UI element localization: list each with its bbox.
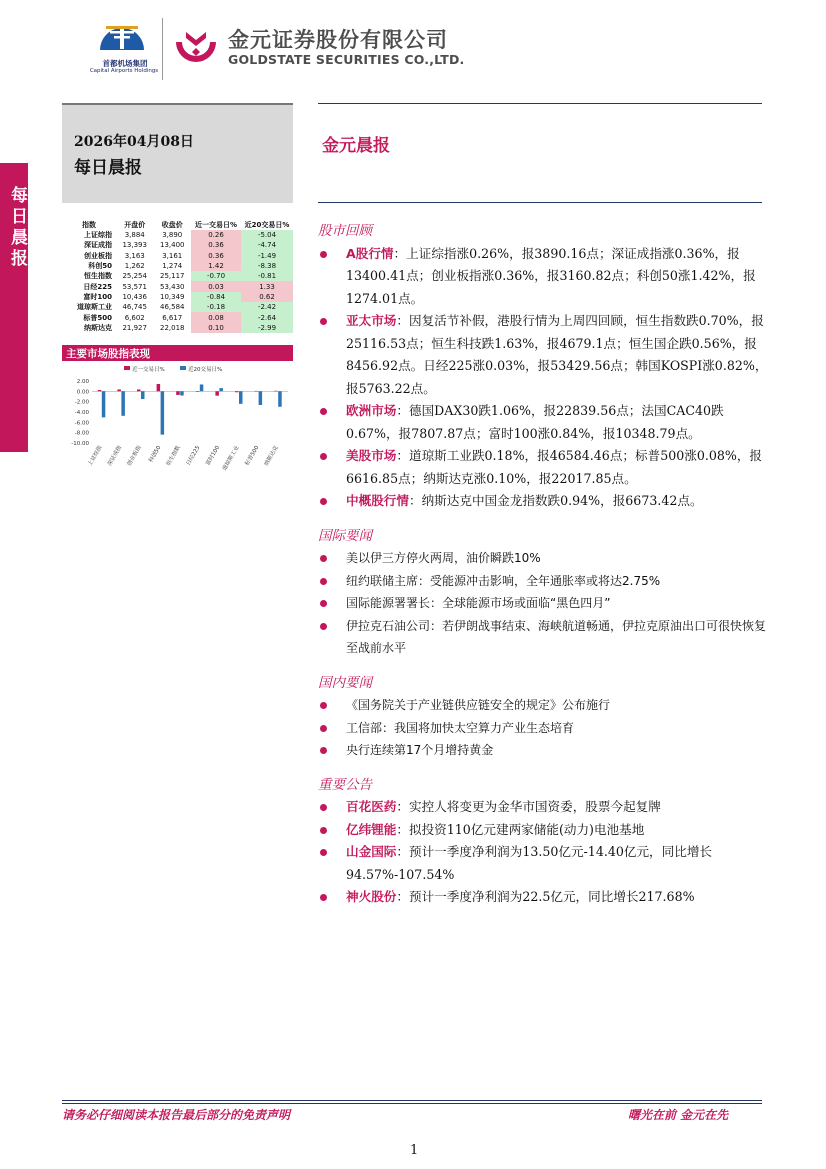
section	[318, 220, 770, 513]
col-header-1d: 近一交易日%	[194, 220, 237, 229]
chart-title: 主要市场股指表现	[66, 348, 150, 360]
y-tick-label: -4.00	[74, 410, 89, 416]
bar-1d	[137, 389, 141, 391]
index-name-cell: 深证成指	[83, 241, 112, 250]
bar-20d	[259, 391, 263, 405]
list-item	[318, 592, 770, 615]
close-price-cell: 53,430	[159, 282, 185, 291]
table-row	[62, 323, 293, 333]
open-price-cell: 1,262	[124, 262, 145, 271]
open-price-cell: 46,745	[122, 303, 147, 312]
item-text: ：德国DAX30跌1.06%，报22839.56点；法国CAC40跌0.67%，报7807.87点；富时100涨0.84%，报10348.79点。	[346, 403, 724, 441]
item-keyword: 百花医药	[346, 799, 397, 814]
company-name-en: GOLDSTATE SECURITIES CO.,LTD.	[228, 52, 465, 67]
close-price-cell: 6,617	[162, 313, 183, 322]
index-name-cell: 道琼斯工业	[76, 303, 112, 312]
list-item	[318, 490, 770, 513]
index-name-cell: 恒生指数	[83, 272, 112, 281]
page-number: 1	[410, 1143, 419, 1158]
col-header-close: 收盘价	[161, 220, 183, 229]
col-header-open: 开盘价	[124, 220, 146, 229]
change-1d-cell: 0.10	[191, 323, 241, 333]
open-price-cell: 10,436	[122, 292, 147, 301]
change-1d-cell: 0.26	[191, 230, 241, 240]
table-row	[62, 292, 293, 302]
item-keyword: 中概股行情	[346, 493, 409, 508]
close-price-cell: 3,890	[162, 231, 183, 240]
title-rule-top	[318, 103, 762, 104]
change-20d-cell: -1.49	[241, 251, 293, 261]
change-20d-cell: -4.74	[241, 240, 293, 250]
index-name-cell: 标普500	[83, 313, 112, 322]
list-item	[318, 886, 770, 909]
bar-1d	[196, 391, 200, 392]
y-tick-label: -10.00	[71, 441, 89, 447]
index-name-cell: 日经225	[83, 282, 112, 291]
close-price-cell: 25,117	[159, 272, 185, 281]
index-name-cell: 上证综指	[83, 231, 112, 240]
bar-20d	[180, 391, 184, 395]
footer-rule-2	[62, 1103, 762, 1104]
bar-1d	[235, 391, 239, 392]
section	[318, 672, 770, 762]
legend-swatch	[124, 366, 130, 370]
bar-1d	[255, 391, 259, 392]
bar-20d	[121, 391, 125, 415]
x-category-label: 上证综指	[87, 445, 104, 468]
legend-swatch	[180, 366, 186, 370]
bar-1d	[215, 391, 219, 395]
item-text: ：预计一季度净利润为22.5亿元，同比增长217.68%	[396, 889, 695, 904]
index-name-cell: 纳斯达克	[83, 323, 112, 332]
list-item	[318, 547, 770, 570]
list-item	[318, 243, 770, 311]
bar-20d	[161, 391, 165, 434]
change-1d-cell: 0.36	[191, 251, 241, 261]
bar-20d	[219, 388, 223, 391]
bar-20d	[278, 391, 282, 406]
list-item	[318, 841, 770, 886]
table-row	[62, 281, 293, 291]
goldstate-logo-icon	[170, 22, 222, 70]
section-title: 国内要闻	[318, 674, 372, 691]
section	[318, 774, 770, 909]
side-label: 每日晨报	[7, 186, 27, 270]
close-price-cell: 22,018	[159, 323, 185, 332]
table-row	[62, 271, 293, 281]
company-name-cn: 金元证券股份有限公司	[228, 28, 448, 52]
bar-20d	[200, 384, 204, 391]
y-tick-label: 2.00	[76, 379, 89, 385]
item-text: ：预计一季度净利润为13.50亿元-14.40亿元，同比增长94.57%-107.54%	[346, 844, 713, 882]
change-20d-cell: -2.99	[241, 323, 293, 333]
x-category-label: 道琼斯工业	[221, 445, 241, 472]
table-row	[62, 240, 293, 250]
item-keyword: 山金国际	[346, 844, 397, 859]
item-keyword: 欧洲市场	[346, 403, 397, 418]
y-tick-label: -6.00	[74, 420, 89, 427]
open-price-cell: 6,602	[124, 313, 145, 322]
index-name-cell: 创业板指	[83, 251, 112, 260]
change-20d-cell: 0.62	[241, 292, 293, 302]
index-name-cell: 富时100	[83, 292, 112, 301]
change-1d-cell: 1.42	[191, 261, 241, 271]
table-row	[62, 312, 293, 322]
list-item	[318, 796, 770, 819]
legend-label: 近一交易日%	[132, 367, 165, 373]
list-item	[318, 615, 770, 660]
airport-name-cn: 首都机场集团	[102, 59, 148, 68]
change-20d-cell: 1.33	[241, 281, 293, 291]
open-price-cell: 3,163	[124, 251, 145, 260]
item-text: ：拟投资110亿元建两家储能(动力)电池基地	[396, 821, 645, 837]
change-1d-cell: 0.03	[191, 281, 241, 291]
x-category-label: 科创50	[148, 445, 163, 464]
legend-label: 近20交易日%	[188, 367, 223, 373]
logo-separator	[162, 18, 163, 80]
x-category-label: 富时100	[205, 445, 222, 467]
x-category-label: 日经225	[185, 445, 202, 467]
x-category-label: 深证成指	[106, 445, 124, 468]
slogan: 曙光在前 金元在先	[628, 1108, 729, 1122]
list-item	[318, 739, 770, 762]
change-1d-cell: -0.18	[191, 302, 241, 312]
change-20d-cell: -2.42	[241, 302, 293, 312]
table-row	[62, 261, 293, 271]
table-row	[62, 230, 293, 240]
close-price-cell: 13,400	[159, 241, 185, 250]
y-tick-label: -2.00	[74, 399, 89, 406]
list-item	[318, 445, 770, 490]
item-text: ：道琼斯工业跌0.18%，报46584.46点；标普500涨0.08%，报6616.85点；纳斯达克涨0.10%，报22017.85点。	[346, 448, 763, 486]
market-index-bar-chart	[62, 363, 293, 473]
item-text: 伊拉克石油公司：若伊朗战事结束、海峡航道畅通，伊拉克原油出口可很快恢复至战前水平	[346, 618, 767, 655]
bar-1d	[176, 391, 180, 395]
item-text: 纽约联储主席：受能源冲击影响，全年通胀率或将达2.75%	[346, 573, 661, 588]
item-text: ：纳斯达克中国金龙指数跌0.94%，报6673.42点。	[408, 493, 703, 508]
item-text: 工信部：我国将加快太空算力产业生态培育	[346, 720, 575, 735]
list-item	[318, 310, 770, 400]
airport-name-en: Capital Airports Holdings	[89, 68, 159, 74]
table-row	[62, 302, 293, 312]
open-price-cell: 3,884	[124, 231, 145, 240]
open-price-cell: 53,571	[122, 282, 147, 291]
item-keyword: 亿纬锂能	[346, 821, 397, 837]
y-tick-label: 0.00	[76, 389, 89, 396]
bar-20d	[141, 391, 145, 399]
list-item	[318, 694, 770, 717]
open-price-cell: 25,254	[122, 272, 147, 281]
bar-1d	[117, 389, 121, 391]
x-category-label: 纳斯达克	[263, 445, 280, 468]
change-20d-cell: -0.81	[241, 271, 293, 281]
y-tick-label: -8.00	[74, 430, 89, 437]
change-20d-cell: -8.38	[241, 261, 293, 271]
index-name-cell: 科创50	[88, 262, 112, 271]
x-category-label: 创业板指	[126, 445, 143, 468]
change-1d-cell: 0.08	[191, 312, 241, 322]
list-item	[318, 570, 770, 593]
section-title: 重要公告	[318, 776, 372, 793]
x-category-label: 恒生指数	[165, 445, 182, 468]
report-title: 金元晨报	[322, 136, 390, 156]
report-content	[318, 220, 770, 921]
market-index-table	[62, 219, 293, 333]
item-text: ：实控人将变更为金华市国资委，股票今起复牌	[396, 799, 661, 814]
bar-20d	[239, 391, 243, 404]
item-keyword: 神火股份	[346, 889, 397, 904]
report-subtitle: 每日晨报	[74, 158, 142, 178]
item-text: 美以伊三方停火两周，油价瞬跌10%	[346, 551, 541, 565]
item-keyword: 亚太市场	[346, 313, 397, 328]
close-price-cell: 3,161	[162, 251, 183, 260]
bar-1d	[274, 391, 278, 392]
bar-20d	[102, 391, 106, 417]
table-row	[62, 251, 293, 261]
bar-1d	[98, 390, 102, 391]
col-header-index: 指数	[81, 220, 96, 229]
capital-airports-logo-icon	[92, 18, 152, 58]
section-title: 股市回顾	[318, 223, 372, 239]
item-keyword: A股行情	[346, 245, 394, 261]
col-header-20d: 近20交易日%	[244, 220, 290, 229]
item-text: ：上证综指涨0.26%，报3890.16点；深证成指涨0.36%，报13400.41点；创业板指涨0.36%，报3160.82点；科创50涨1.42%，报1274.01点。	[346, 245, 756, 306]
change-1d-cell: 0.36	[191, 240, 241, 250]
open-price-cell: 21,927	[122, 323, 147, 332]
bar-1d	[157, 384, 161, 391]
change-20d-cell: -2.64	[241, 312, 293, 322]
close-price-cell: 1,274	[162, 262, 183, 271]
footer-rule	[62, 1100, 762, 1101]
close-price-cell: 10,349	[159, 292, 185, 301]
change-20d-cell: -5.04	[241, 230, 293, 240]
x-category-label: 标普500	[244, 445, 261, 467]
item-text: 央行连续第17个月增持黄金	[346, 743, 494, 757]
list-item	[318, 819, 770, 842]
list-item	[318, 717, 770, 740]
section	[318, 525, 770, 660]
report-date: 2026年04月08日	[74, 134, 194, 150]
item-keyword: 美股市场	[346, 448, 397, 463]
title-rule-bottom	[318, 202, 762, 203]
table-header-row	[62, 219, 293, 230]
open-price-cell: 13,393	[122, 241, 147, 250]
item-text: 国际能源署署长：全球能源市场或面临“黑色四月”	[346, 596, 611, 610]
close-price-cell: 46,584	[159, 303, 185, 312]
list-item	[318, 400, 770, 445]
item-text: 《国务院关于产业链供应链安全的规定》公布施行	[346, 698, 611, 712]
item-text: ：因复活节补假，港股行情为上周四回顾，恒生指数跌0.70%，报25116.53点；恒生科技跌1.63%，报4679.1点；恒生国企跌0.56%，报8456.92点。日经225涨0.03%，报53429.56点；韩国KOSPI涨0.82%，报5763.22点。	[346, 313, 768, 396]
section-title: 国际要闻	[318, 527, 372, 544]
change-1d-cell: -0.70	[191, 271, 241, 281]
change-1d-cell: -0.84	[191, 292, 241, 302]
disclaimer-notice: 请务必仔细阅读本报告最后部分的免责声明	[62, 1108, 291, 1122]
